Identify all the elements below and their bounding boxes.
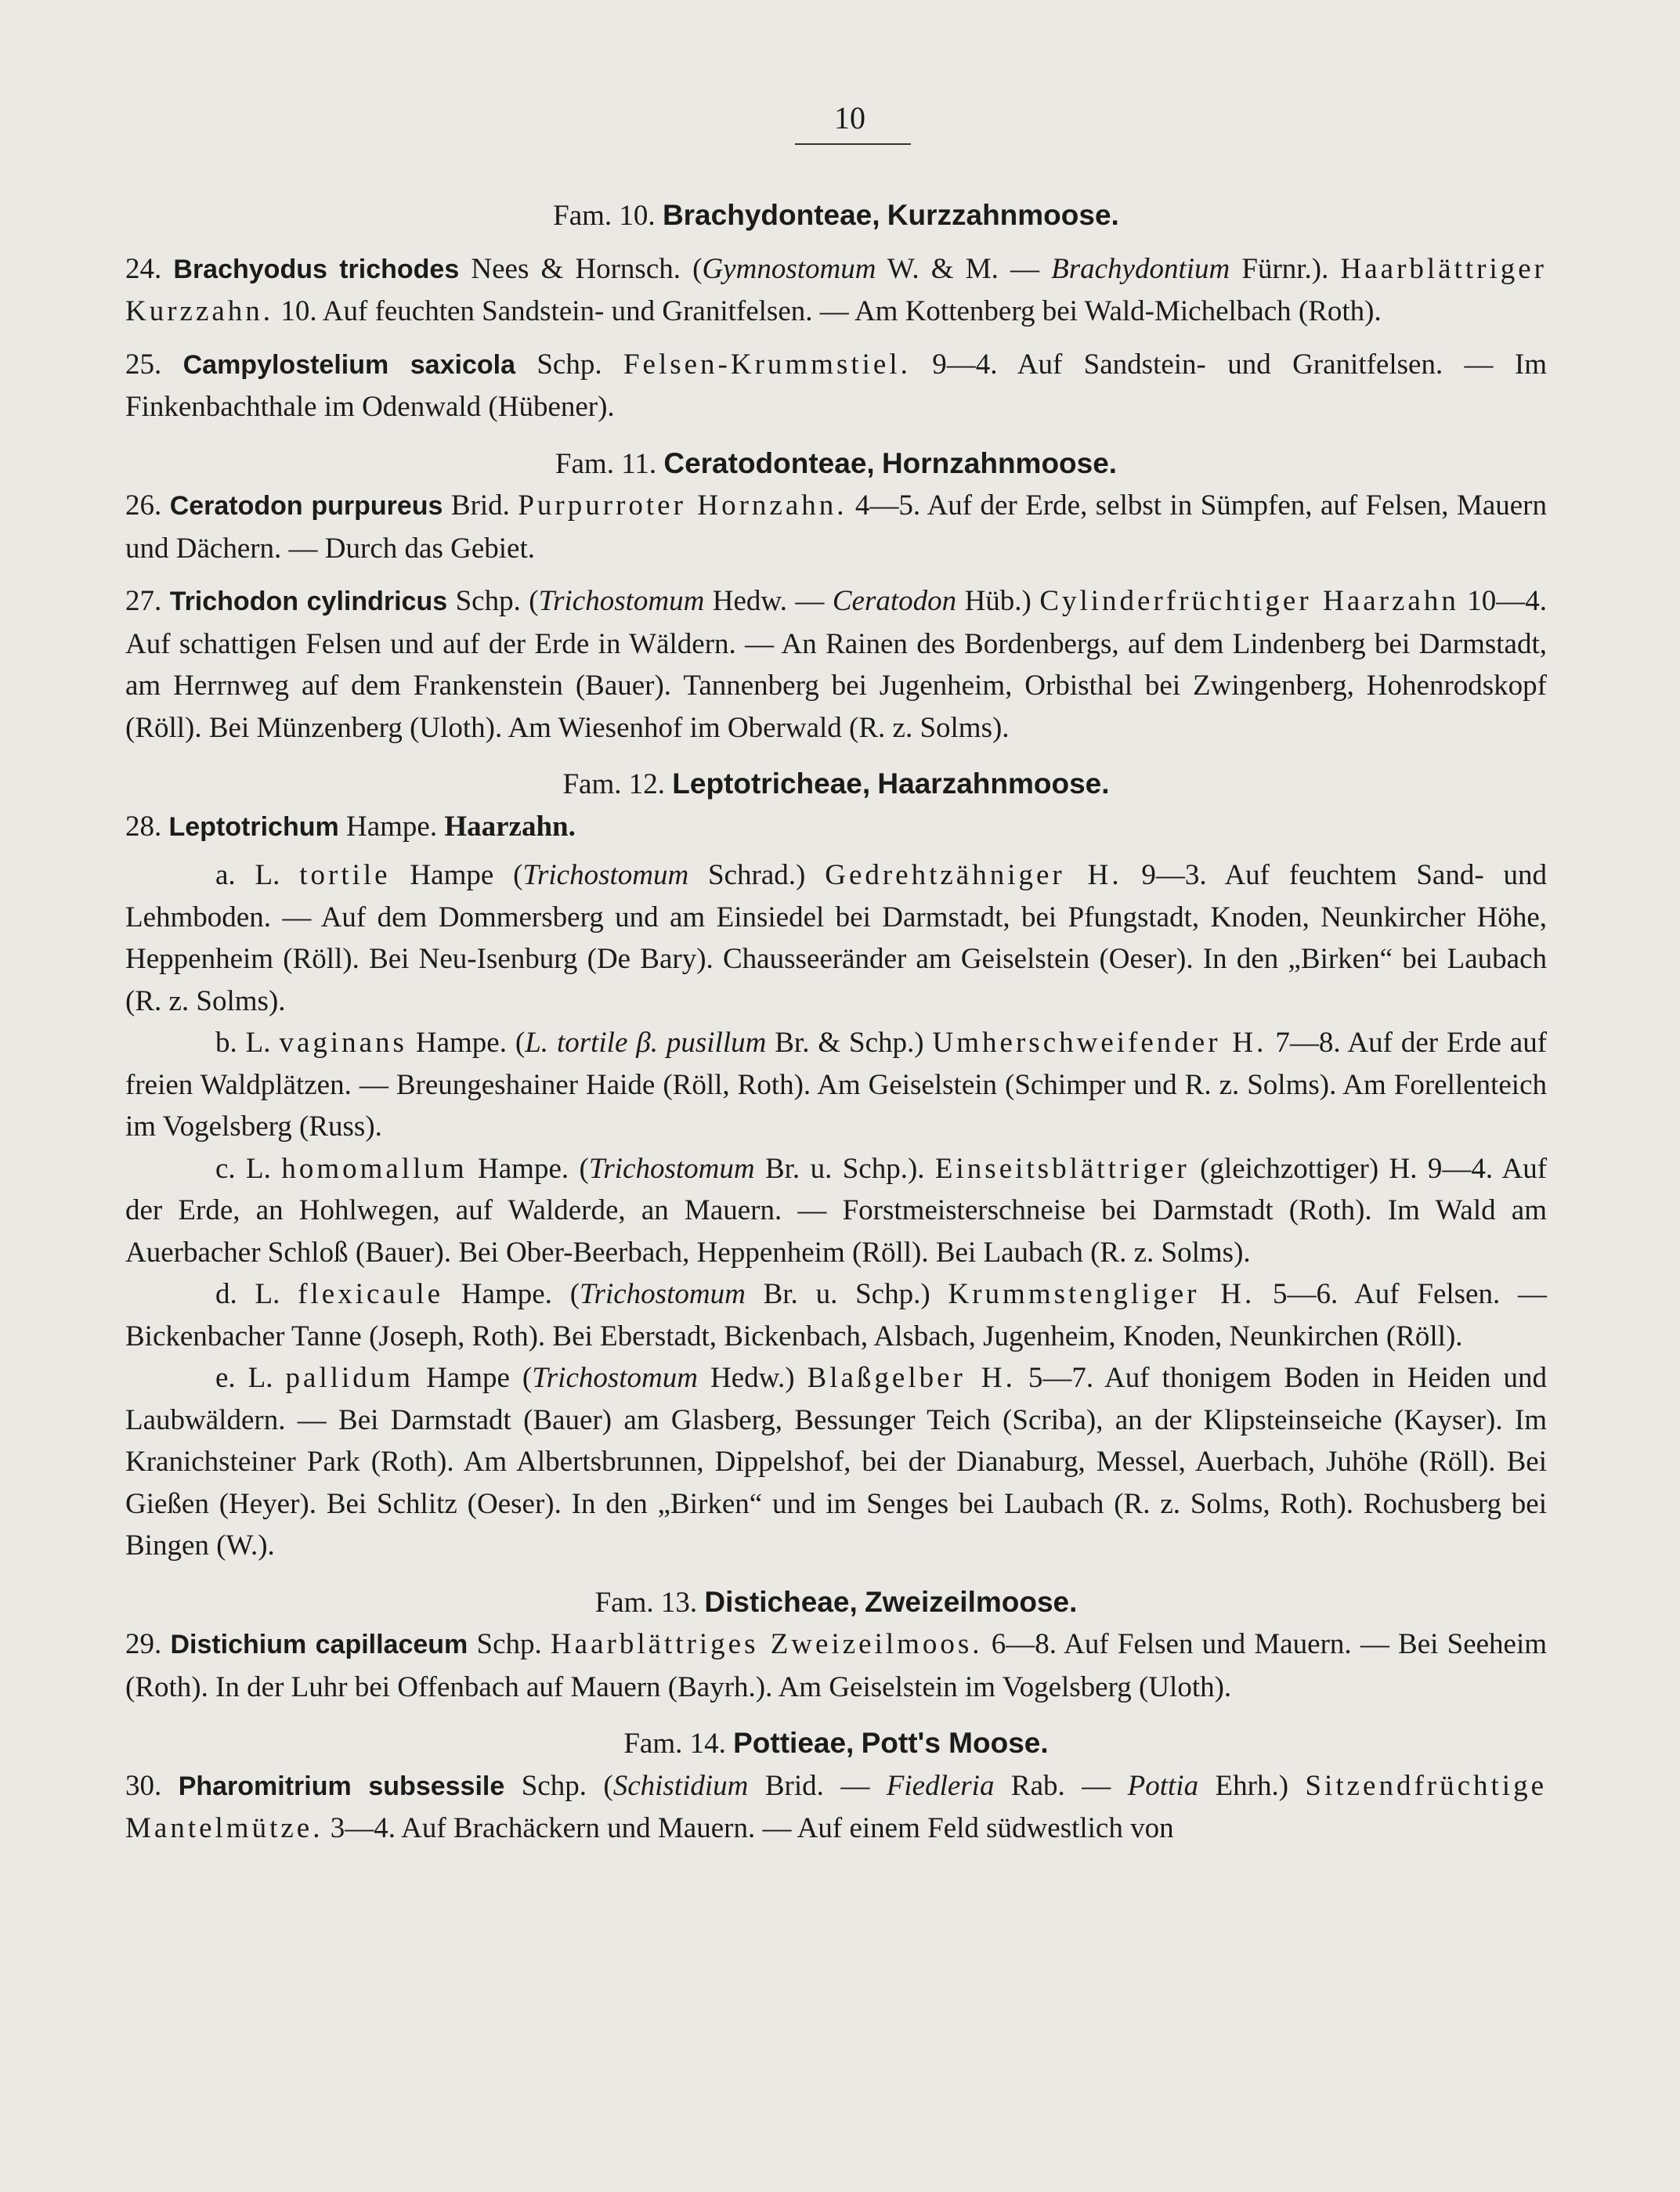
entry-text: Fürnr.).	[1230, 252, 1341, 285]
entry-text: Hampe. (	[406, 1027, 526, 1059]
species-name: Ceratodon purpureus	[169, 491, 443, 521]
entry-number: 24.	[125, 252, 162, 285]
species-name: Distichium capillaceum	[170, 1630, 468, 1659]
entry-text: Hampe. (	[443, 1278, 580, 1310]
entry-text: Brid.	[443, 489, 518, 522]
entry-number: 28.	[125, 810, 162, 843]
entry-text: Nees & Hornsch. (	[459, 252, 703, 285]
species-entry-28	[125, 806, 1547, 849]
page-number-rule	[795, 143, 911, 145]
family-heading-14	[125, 1722, 1547, 1765]
entry-text: Brid. —	[748, 1769, 887, 1802]
entry-text: Schrad.)	[688, 859, 826, 891]
family-label: Fam. 12.	[562, 768, 666, 800]
entry-description: 6—8. Auf Felsen und Mauern. — Bei Seeheim (Roth). In der Luhr bei Offenbach auf Mauern (Bayrh.). Am Geiselstein im Vogelsberg (Uloth).	[125, 1628, 1548, 1703]
species-epithet: vaginans	[279, 1027, 407, 1059]
common-name: Krummstengliger H.	[948, 1278, 1255, 1310]
species-entry-28b	[125, 1022, 1547, 1148]
entry-text: Hedw. —	[704, 585, 833, 617]
species-entry-28e	[125, 1357, 1547, 1567]
family-heading-11	[125, 442, 1547, 486]
page-number: 10	[834, 100, 865, 135]
common-name: Einseitsblättriger	[934, 1152, 1190, 1185]
family-latin: Leptotricheae,	[672, 767, 871, 800]
species-entry-28a	[125, 854, 1547, 1022]
species-entry-27	[125, 580, 1547, 749]
synonym: Trichostomum	[522, 859, 689, 891]
entry-letter: b. L.	[215, 1027, 271, 1059]
family-latin: Ceratodonteae,	[663, 446, 875, 479]
entry-description: 9—3. Auf feuchtem Sand- und Lehmboden. — Auf dem Dommersberg und am Einsiedel bei Darmstadt, bei Pfungstadt, Knoden, Neunkircher Höhe, Heppenheim (Röll). Bei Neu-Isenburg (De Bary). Chausseeränder am Geiselstein (Oeser). In den „Birken“ bei Laubach (R. z. Solms).	[125, 859, 1547, 1017]
family-latin: Disticheae,	[704, 1585, 858, 1618]
species-entry-29	[125, 1623, 1547, 1708]
common-name: Haarblättriger Kurzzahn.	[125, 252, 1548, 327]
entry-text: Hampe (	[414, 1362, 533, 1394]
entry-text: Br. u. Schp.).	[754, 1152, 935, 1185]
entry-text: Schp. (	[447, 585, 539, 617]
entry-description: 7—8. Auf der Erde auf freien Waldplätzen. — Breungeshainer Haide (Röll, Roth). Am Geiselstein (Schimper und R. z. Solms). Am Forellenteich im Vogelsberg (Russ).	[125, 1027, 1548, 1143]
synonym: Trichostomum	[538, 585, 705, 617]
entry-text: Hedw.)	[698, 1362, 807, 1394]
entry-description: 10—4. Auf schattigen Felsen und auf der Erde in Wäldern. — An Rainen des Bordenbergs, auf dem Lindenberg bei Darmstadt, am Herrnweg auf dem Frankenstein (Bauer). Tannenberg bei Jugenheim, Orbisthal bei Zwingenberg, Hohenrodskopf (Röll). Bei Münzenberg (Uloth). Am Wiesenhof im Oberwald (R. z. Solms).	[125, 585, 1548, 744]
page-body	[125, 194, 1547, 1850]
family-latin: Brachydonteae,	[662, 199, 880, 231]
entry-description: 5—6. Auf Felsen. — Bickenbacher Tanne (Joseph, Roth). Bei Eberstadt, Bickenbach, Alsbach, Jugenheim, Knoden, Neunkirchen (Röll).	[125, 1278, 1548, 1352]
common-name: Sitzendfrüchtige Mantelmütze.	[125, 1769, 1548, 1844]
family-heading-10	[125, 194, 1547, 237]
synonym: Brachydontium	[1051, 252, 1230, 285]
species-entry-30	[125, 1765, 1547, 1850]
species-name: Pharomitrium subsessile	[178, 1771, 505, 1801]
family-heading-13	[125, 1581, 1547, 1624]
entry-text: Br. u. Schp.)	[745, 1278, 948, 1310]
entry-letter: c. L.	[215, 1152, 271, 1185]
entry-number: 30.	[125, 1769, 162, 1802]
family-german: Pott's Moose.	[861, 1727, 1049, 1759]
entry-number: 25.	[125, 348, 162, 381]
synonym: Trichostomum	[580, 1278, 746, 1310]
synonym: Ceratodon	[832, 585, 957, 617]
common-name: Gedrehtzähniger H.	[825, 859, 1122, 891]
entry-letter: d. L.	[215, 1278, 280, 1310]
species-name: Brachyodus trichodes	[173, 254, 460, 284]
entry-description: 9—4. Auf Sandstein- und Granitfelsen. — Im Finkenbachthale im Odenwald (Hübener).	[125, 348, 1548, 423]
species-entry-25	[125, 344, 1547, 428]
common-name: Purpurroter Hornzahn.	[518, 489, 847, 522]
entry-text: Ehrh.)	[1198, 1769, 1306, 1802]
synonym: Trichostomum	[532, 1362, 698, 1394]
species-epithet: pallidum	[285, 1362, 414, 1394]
entry-number: 26.	[125, 489, 162, 522]
species-epithet: homomallum	[281, 1152, 468, 1185]
family-latin: Pottieae,	[733, 1727, 854, 1759]
entry-letter: a. L.	[215, 859, 280, 891]
synonym: Schistidium	[612, 1769, 749, 1802]
entry-text: Hüb.)	[956, 585, 1040, 617]
synonym: Fiedleria	[886, 1769, 995, 1802]
entry-number: 29.	[125, 1628, 162, 1660]
species-entry-28c	[125, 1148, 1547, 1274]
common-name: Haarblättriges Zweizeilmoos.	[550, 1628, 983, 1660]
family-german: Hornzahnmoose.	[881, 446, 1118, 479]
entry-description: 4—5. Auf der Erde, selbst in Sümpfen, auf Felsen, Mauern und Dächern. — Durch das Gebiet.	[125, 489, 1548, 565]
entry-text: Rab. —	[994, 1769, 1128, 1802]
entry-text: W. & M. —	[876, 252, 1052, 285]
common-name: Cylinderfrüchtiger Haarzahn	[1039, 585, 1459, 617]
family-label: Fam. 14.	[623, 1728, 726, 1760]
species-entry-24	[125, 248, 1547, 333]
species-epithet: flexicaule	[298, 1278, 444, 1310]
entry-text: Hampe.	[338, 810, 445, 843]
family-heading-12	[125, 763, 1547, 806]
common-name: Blaßgelber H.	[807, 1362, 1016, 1394]
species-entry-28d	[125, 1273, 1547, 1357]
common-name: Umherschweifender H.	[932, 1027, 1267, 1059]
entry-description: 10. Auf feuchten Sandstein- und Granitfelsen. — Am Kottenberg bei Wald-Michelbach (Roth).	[273, 295, 1382, 327]
species-name: Campylostelium saxicola	[182, 349, 515, 380]
species-epithet: tortile	[299, 859, 391, 891]
synonym: Gymnostomum	[702, 252, 876, 285]
entry-text: Schp.	[515, 348, 623, 381]
entry-letter: e. L.	[215, 1362, 273, 1394]
species-entry-26	[125, 485, 1547, 569]
synonym: Pottia	[1127, 1769, 1199, 1802]
entry-text: Br. & Schp.)	[766, 1027, 933, 1059]
family-german: Haarzahnmoose.	[877, 767, 1110, 800]
family-german: Zweizeilmoose.	[864, 1585, 1078, 1618]
entry-text: Schp. (	[504, 1769, 613, 1802]
entry-description: 3—4. Auf Brachäckern und Mauern. — Auf einem Feld südwestlich von	[323, 1812, 1174, 1844]
entry-number: 27.	[125, 585, 162, 617]
entry-text: Hampe (	[390, 859, 523, 891]
synonym: L. tortile β. pusillum	[525, 1027, 767, 1059]
family-label: Fam. 13.	[594, 1586, 698, 1619]
family-label: Fam. 11.	[555, 447, 657, 480]
entry-description: (gleichzottiger) H. 9—4. Auf der Erde, an Hohlwegen, auf Walderde, an Mauern. — Forstmeisterschneise bei Darmstadt (Roth). Im Wald am Auerbacher Schloß (Bauer). Bei Ober-Beerbach, Heppenheim (Röll). Bei Laubach (R. z. Solms).	[125, 1152, 1548, 1269]
family-german: Kurzzahnmoose.	[887, 199, 1119, 231]
entry-text: Hampe. (	[467, 1152, 589, 1185]
species-name: Leptotrichum	[168, 811, 339, 842]
synonym: Trichostomum	[588, 1152, 755, 1185]
entry-description: 5—7. Auf thonigem Boden in Heiden und Laubwäldern. — Bei Darmstadt (Bauer) am Glasberg, Bessunger Teich (Scriba), an der Klipsteinseiche (Kayser). Im Kranichsteiner Park (Roth). Am Albertsbrunnen, Dippelshof, bei der Dianaburg, Messel, Auerbach, Juhöhe (Röll). Bei Gießen (Heyer). Bei Schlitz (Oeser). In den „Birken“ und im Senges bei Laubach (R. z. Solms, Roth). Rochusberg bei Bingen (W.).	[125, 1362, 1548, 1562]
species-name: Trichodon cylindricus	[169, 587, 448, 616]
common-name: Felsen-Krummstiel.	[623, 348, 911, 381]
entry-text: Schp.	[468, 1628, 551, 1660]
common-name: Haarzahn.	[444, 810, 576, 843]
family-label: Fam. 10.	[553, 200, 656, 232]
